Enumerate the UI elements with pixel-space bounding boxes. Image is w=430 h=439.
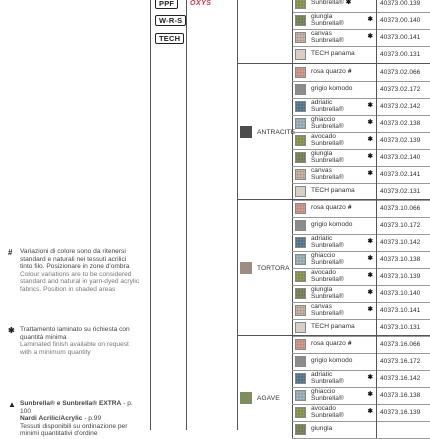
fabric-name: adriatic Sunbrella® xyxy=(311,370,344,385)
fabric-name-cell xyxy=(311,353,373,370)
fabric-code: 40373.16.138 xyxy=(376,387,430,404)
table-group xyxy=(237,335,430,438)
table-group xyxy=(237,199,430,336)
table-row xyxy=(292,81,430,99)
fabric-mark: ✱ xyxy=(367,16,373,24)
frame-color-swatch xyxy=(240,392,252,404)
fabric-code: 40373.16.172 xyxy=(376,353,430,370)
fabric-name-cell xyxy=(311,217,373,234)
fabric-name-cell xyxy=(311,12,373,29)
fabric-code: 40373.02.066 xyxy=(376,64,430,81)
fabric-name-cell xyxy=(311,268,373,285)
fabric-mark: ✱ xyxy=(345,0,352,7)
fabric-name-cell xyxy=(311,285,373,302)
fabric-mark: ✱ xyxy=(367,170,373,178)
fabric-name-cell xyxy=(311,132,373,149)
fabric-code: 40373.02.139 xyxy=(376,132,430,149)
fabric-name: ghiaccio Sunbrella® xyxy=(311,115,344,130)
table-row xyxy=(292,404,430,422)
fabric-swatch xyxy=(295,152,306,163)
fabric-name-cell xyxy=(311,183,373,200)
fabric-name: rosa quarzo xyxy=(311,340,346,348)
fabric-code: 40373.16.139 xyxy=(376,404,430,421)
asterisk-symbol: ✱ xyxy=(8,326,15,335)
fabric-mark: ✱ xyxy=(367,136,373,144)
table-row xyxy=(292,217,430,235)
fabric-name: grigio komodo xyxy=(311,221,353,229)
fabric-name-cell xyxy=(311,29,373,46)
fabric-name: grigio komodo xyxy=(311,85,353,93)
fabric-name: Sunbrella® xyxy=(311,0,344,7)
fabric-name-cell xyxy=(311,370,373,387)
fabric-swatch xyxy=(295,15,306,26)
fabric-swatch xyxy=(295,101,306,112)
fabric-mark: ✱ xyxy=(367,391,373,399)
fabric-name-cell xyxy=(311,166,373,183)
fabric-name-cell xyxy=(311,98,373,115)
note-italian: Trattamento laminato su richiesta con quantità minima xyxy=(20,326,130,341)
fabric-name: TECH panama xyxy=(311,187,355,195)
note-line1-bold: Sunbrella® e Sunbrella® EXTRA xyxy=(20,400,122,407)
fabric-swatch xyxy=(295,135,306,146)
fabric-name: giungla xyxy=(311,425,333,433)
frame-color-swatch xyxy=(240,262,252,274)
fabric-name: rosa quarzo xyxy=(311,68,346,76)
note-line2-bold: Nardi Acrilic/Acrylic xyxy=(20,415,83,423)
table-row xyxy=(292,421,430,439)
fabric-name-cell xyxy=(311,149,373,166)
table-row xyxy=(292,166,430,184)
table-group xyxy=(237,63,430,200)
fabric-code: 40373.00.131 xyxy=(376,46,430,63)
fabric-mark: ✱ xyxy=(367,255,373,263)
fabric-code: 40373.02.131 xyxy=(376,183,430,200)
fabric-mark: ✱ xyxy=(367,374,373,382)
fabric-name: ghiaccio Sunbrella® xyxy=(311,387,344,402)
fabric-code: 40373.00.140 xyxy=(376,12,430,29)
fabric-name-cell xyxy=(311,0,373,12)
fabric-code: 40373.02.140 xyxy=(376,149,430,166)
table-row xyxy=(292,353,430,371)
fabric-name: adriatic Sunbrella® xyxy=(311,234,344,249)
fabric-swatch xyxy=(295,49,306,60)
group-label xyxy=(240,392,280,404)
fabric-name-cell xyxy=(311,115,373,132)
fabric-code: 40373.10.131 xyxy=(376,319,430,336)
fabric-swatch xyxy=(295,356,306,367)
frame-color-name: ANTRACITE xyxy=(257,128,296,136)
fabric-swatch xyxy=(295,32,306,43)
fabric-mark: ✱ xyxy=(367,289,373,297)
fabric-name: avocado Sunbrella® xyxy=(311,404,344,419)
fabric-swatch xyxy=(295,305,306,316)
fabric-name: giungla Sunbrella® xyxy=(311,12,344,27)
fabric-swatch xyxy=(295,220,306,231)
fabric-swatch xyxy=(295,186,306,197)
group-label xyxy=(240,126,295,138)
fabric-mark: ✱ xyxy=(367,102,373,110)
fabric-name-cell xyxy=(311,64,373,81)
fabric-swatch xyxy=(295,254,306,265)
table-group-previous xyxy=(237,0,430,63)
fabric-code: 40373.00.141 xyxy=(376,29,430,46)
fabric-name: TECH panama xyxy=(311,50,355,58)
badge-wrs: W-R-S xyxy=(155,15,186,26)
fabric-swatch xyxy=(295,237,306,248)
fabric-mark: # xyxy=(347,340,352,348)
note-colour-variation xyxy=(8,248,140,294)
fabric-code: 40373.10.141 xyxy=(376,302,430,319)
fabric-name: canvas Sunbrella® xyxy=(311,302,344,317)
fabric-code: 40373.10.142 xyxy=(376,234,430,251)
table-row xyxy=(292,115,430,133)
fabric-swatch xyxy=(295,203,306,214)
table-row xyxy=(292,12,430,30)
fabric-name-cell xyxy=(311,81,373,98)
table-row xyxy=(292,200,430,218)
table-row xyxy=(292,149,430,167)
fabric-code: 40373.10.172 xyxy=(376,217,430,234)
fabric-swatch xyxy=(295,169,306,180)
note-italian: Tessuti disponibili su ordinazione per minimi quantitativi d'ordine xyxy=(20,422,128,438)
fabric-name-cell xyxy=(311,404,373,421)
fabric-mark: ✱ xyxy=(367,408,373,416)
fabric-code: 40373.02.142 xyxy=(376,98,430,115)
table-row xyxy=(292,387,430,405)
fabric-name: giungla Sunbrella® xyxy=(311,285,344,300)
fabric-name-cell xyxy=(311,251,373,268)
table-row xyxy=(292,98,430,116)
triangle-symbol: ▲ xyxy=(8,400,16,409)
fabric-name: giungla Sunbrella® xyxy=(311,149,344,164)
fabric-mark: ✱ xyxy=(367,119,373,127)
divider-left xyxy=(150,0,151,430)
fabric-code: 40373.02.172 xyxy=(376,81,430,98)
fabric-name-cell xyxy=(311,200,373,217)
fabric-name: canvas Sunbrella® xyxy=(311,29,344,44)
fabric-name: rosa quarzo xyxy=(311,204,346,212)
frame-color-swatch xyxy=(240,126,252,138)
table-row xyxy=(292,64,430,82)
fabric-code: 40373.02.138 xyxy=(376,115,430,132)
fabric-name: grigio komodo xyxy=(311,357,353,365)
fabric-name: avocado Sunbrella® xyxy=(311,132,344,147)
note-italian: Variazioni di colore sono da ritenersi standard e naturali nei tessuti acrilici tinto filo. Posizionare in zone d'ombra xyxy=(20,248,130,271)
badge-ppf: PPF xyxy=(155,0,178,9)
fabric-code: 40373.10.139 xyxy=(376,268,430,285)
fabric-swatch xyxy=(295,373,306,384)
table-row xyxy=(292,251,430,269)
fabric-code: 40373.10.140 xyxy=(376,285,430,302)
fabric-code: 40373.10.138 xyxy=(376,251,430,268)
fabric-name: canvas Sunbrella® xyxy=(311,166,344,181)
fabric-swatch xyxy=(295,271,306,282)
fabric-code: 40373.10.066 xyxy=(376,200,430,217)
badge-tech: TECH xyxy=(155,33,184,44)
fabric-swatch xyxy=(295,0,306,9)
fabric-swatch xyxy=(295,407,306,418)
fabric-name: adriatic Sunbrella® xyxy=(311,98,344,113)
table-row xyxy=(292,268,430,286)
table-row xyxy=(292,285,430,303)
fabric-code: 40373.00.139 xyxy=(376,0,430,12)
table-row xyxy=(292,336,430,354)
note-line1-rest: - p. 100 xyxy=(20,400,133,415)
fabric-mark: # xyxy=(347,204,352,212)
column-divider xyxy=(292,0,293,63)
fabric-name: ghiaccio Sunbrella® xyxy=(311,251,344,266)
fabric-swatch xyxy=(295,339,306,350)
fabric-mark: ✱ xyxy=(367,238,373,246)
table-row xyxy=(292,29,430,47)
note-line2-rest: - p.99 xyxy=(82,415,102,423)
table-row xyxy=(292,46,430,64)
fabric-swatch xyxy=(295,118,306,129)
hash-symbol: # xyxy=(8,248,13,257)
fabric-name-cell xyxy=(311,319,373,336)
fabric-name-cell xyxy=(311,234,373,251)
frame-color-name: TORTORA xyxy=(257,264,290,272)
fabric-mark: ✱ xyxy=(367,272,373,280)
fabric-mark: ✱ xyxy=(367,33,373,41)
fabric-swatch xyxy=(295,390,306,401)
fabric-mark: ✱ xyxy=(367,153,373,161)
divider-mid xyxy=(186,0,187,430)
table-row xyxy=(292,132,430,150)
fabric-mark: # xyxy=(347,68,352,76)
table-row xyxy=(292,370,430,388)
table-row xyxy=(292,234,430,252)
fabric-name-cell xyxy=(311,387,373,404)
fabric-swatch xyxy=(295,288,306,299)
brand-logo: OXYS xyxy=(190,0,212,7)
fabric-code: 40373.16.142 xyxy=(376,370,430,387)
note-laminated xyxy=(8,326,140,356)
fabric-mark: ✱ xyxy=(367,306,373,314)
fabric-name-cell xyxy=(311,336,373,353)
note-sunbrella xyxy=(8,400,140,438)
fabric-name: TECH panama xyxy=(311,323,355,331)
frame-color-name: AGAVE xyxy=(257,394,280,402)
note-english: Laminated finish available on request with a minimum quantity xyxy=(20,341,129,356)
fabric-name: avocado Sunbrella® xyxy=(311,268,344,283)
fabric-code: 40373.02.141 xyxy=(376,166,430,183)
group-label xyxy=(240,262,290,274)
note-english: Colour variations are to be considered standard and natural in yarn-dyed acrylic fabrics. Position in shaded areas xyxy=(20,270,140,293)
fabric-swatch xyxy=(295,322,306,333)
fabric-swatch xyxy=(295,84,306,95)
table-row xyxy=(292,302,430,320)
fabric-swatch xyxy=(295,67,306,78)
fabric-name-cell xyxy=(311,46,373,63)
fabric-name-cell xyxy=(311,302,373,319)
fabric-code: 40373.16.066 xyxy=(376,336,430,353)
